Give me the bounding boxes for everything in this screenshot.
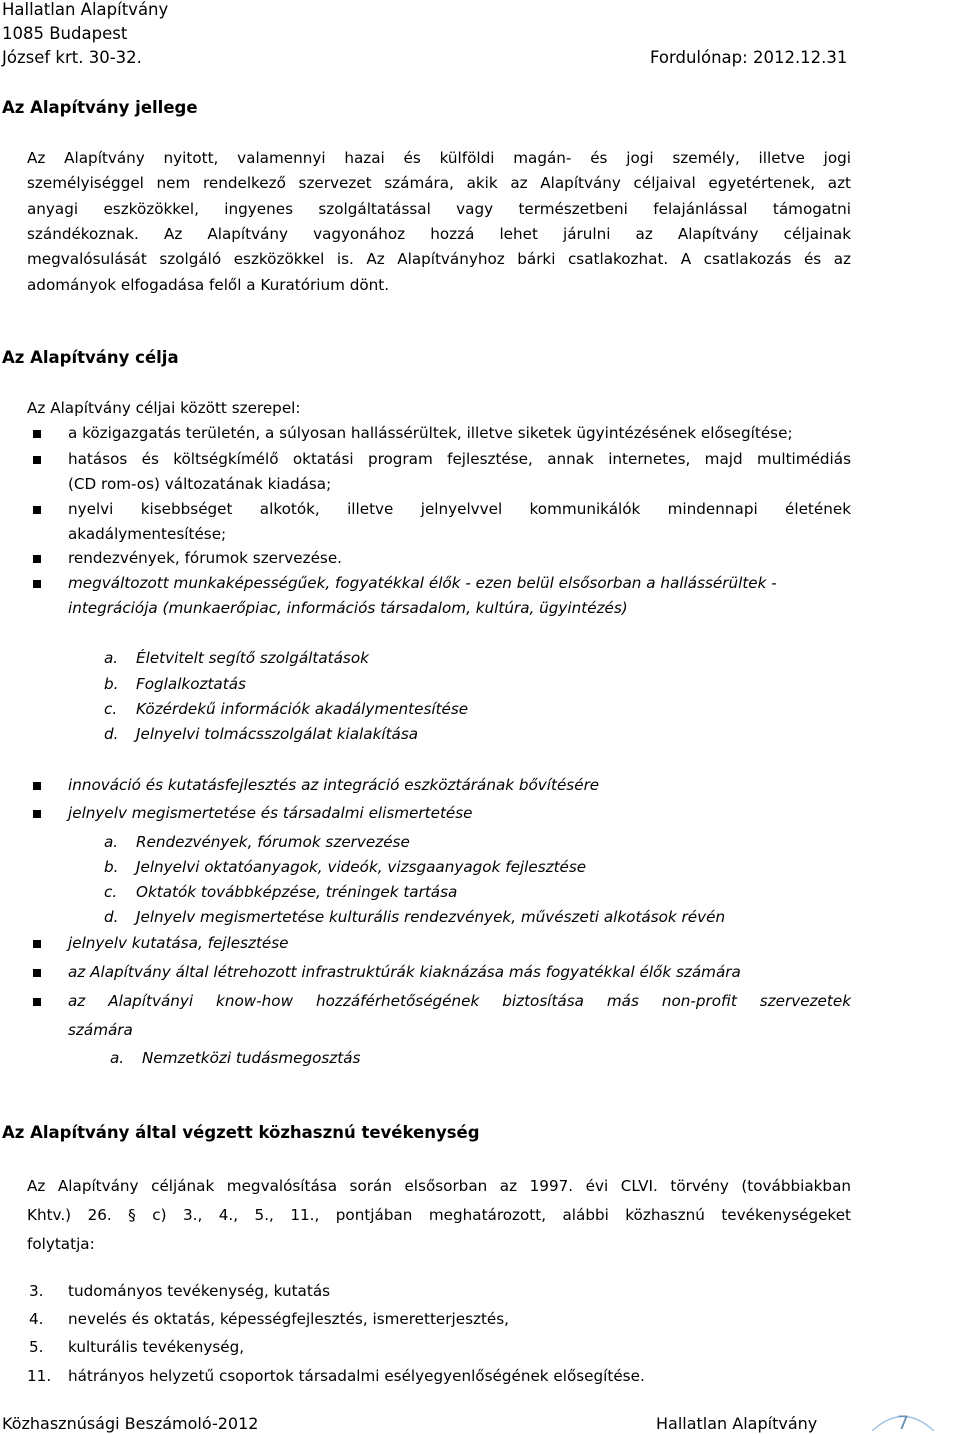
- sub-item-label: a.: [110, 1049, 125, 1067]
- goal-item: nyelvi kisebbséget alkotók, illetve jelnyelvvel kommunikálók mindennapi életének: [68, 500, 851, 518]
- paragraph-line: anyagi eszközökkel, ingyenes szolgáltatással vagy természetbeni felajánlással támogatni: [27, 200, 851, 218]
- footer-org-name: Hallatlan Alapítvány: [656, 1414, 818, 1433]
- section-heading-character: Az Alapítvány jellege: [2, 98, 198, 117]
- bullet-icon: [33, 998, 41, 1006]
- sub-item: Jelnyelvi oktatóanyagok, videók, vizsgaanyagok fejlesztése: [136, 858, 587, 876]
- sub-item-label: d.: [104, 908, 119, 926]
- sub-item-label: c.: [104, 883, 118, 901]
- sub-item: Rendezvények, fórumok szervezése: [136, 833, 410, 851]
- page-number: 7: [897, 1412, 910, 1434]
- sub-item-label: d.: [104, 725, 119, 743]
- activity-item: nevelés és oktatás, képességfejlesztés, ismeretterjesztés,: [68, 1310, 509, 1328]
- bullet-icon: [33, 940, 41, 948]
- bullet-icon: [33, 430, 41, 438]
- bullet-icon: [33, 782, 41, 790]
- paragraph-line: Khtv.) 26. § c) 3., 4., 5., 11., pontjában meghatározott, alábbi közhasznú tevékenységeket: [27, 1206, 851, 1224]
- section-heading-activity: Az Alapítvány által végzett közhasznú tevékenység: [2, 1123, 480, 1142]
- activity-number: 3.: [29, 1282, 44, 1300]
- sub-item: Életvitelt segítő szolgáltatások: [136, 649, 369, 667]
- sub-item-label: b.: [104, 675, 119, 693]
- goal-item: az Alapítványi know-how hozzáférhetőségének biztosítása más non-profit szervezetek: [68, 992, 851, 1010]
- goal-item: jelnyelv kutatása, fejlesztése: [68, 934, 289, 952]
- sub-item-label: b.: [104, 858, 119, 876]
- bullet-icon: [33, 969, 41, 977]
- sub-item-label: c.: [104, 700, 118, 718]
- header-org-name: Hallatlan Alapítvány: [2, 0, 169, 19]
- activity-number: 11.: [27, 1367, 52, 1385]
- paragraph-line: személyiséggel nem rendelkező szervezet számára, akik az Alapítvány céljaival egyetértenek, azt: [27, 174, 851, 192]
- bullet-icon: [33, 810, 41, 818]
- activity-item: hátrányos helyzetű csoportok társadalmi esélyegyenlőségének elősegítése.: [68, 1367, 645, 1385]
- header-zip-city: 1085 Budapest: [2, 24, 128, 43]
- sub-item: Közérdekű információk akadálymentesítése: [136, 700, 469, 718]
- sub-item: Foglalkoztatás: [136, 675, 246, 693]
- paragraph-line: folytatja:: [27, 1235, 95, 1253]
- sub-item-label: a.: [104, 833, 119, 851]
- footer-report-title: Közhasznúsági Beszámoló-2012: [2, 1414, 259, 1433]
- goal-item-cont: számára: [68, 1021, 133, 1039]
- activity-number: 5.: [29, 1338, 44, 1356]
- goal-item-cont: (CD rom-os) változatának kiadása;: [68, 475, 332, 493]
- bullet-icon: [33, 580, 41, 588]
- goal-item: rendezvények, fórumok szervezése.: [68, 549, 342, 567]
- goal-item: jelnyelv megismertetése és társadalmi elismertetése: [68, 804, 473, 822]
- header-street: József krt. 30-32.: [2, 48, 142, 67]
- section-heading-purpose: Az Alapítvány célja: [2, 348, 179, 367]
- goal-item: a közigazgatás területén, a súlyosan hallássérültek, illetve siketek ügyintézésének elősegítése;: [68, 424, 793, 442]
- activity-number: 4.: [29, 1310, 44, 1328]
- sub-item-label: a.: [104, 649, 119, 667]
- goal-item-cont: akadálymentesítése;: [68, 525, 227, 543]
- purpose-intro: Az Alapítvány céljai között szerepel:: [27, 399, 301, 417]
- goal-item-cont: integrációja (munkaerőpiac, információs társadalom, kultúra, ügyintézés): [68, 599, 628, 617]
- paragraph-line: adományok elfogadása felől a Kuratórium dönt.: [27, 276, 390, 294]
- sub-item: Jelnyelv megismertetése kulturális rendezvények, művészeti alkotások révén: [136, 908, 726, 926]
- goal-item: hatásos és költségkímélő oktatási program fejlesztése, annak internetes, majd multimédiás: [68, 450, 851, 468]
- header-turning-date: Fordulónap: 2012.12.31: [650, 48, 848, 67]
- bullet-icon: [33, 555, 41, 563]
- goal-item: megváltozott munkaképességűek, fogyatékkal élők - ezen belül elsősorban a hallássérültek -: [68, 574, 777, 592]
- goal-item: az Alapítvány által létrehozott infrastruktúrák kiaknázása más fogyatékkal élők számára: [68, 963, 741, 981]
- paragraph-line: megvalósulását szolgáló eszközökkel is. Az Alapítványhoz bárki csatlakozhat. A csatlakozás és az: [27, 250, 851, 268]
- paragraph-line: Az Alapítvány nyitott, valamennyi hazai és külföldi magán- és jogi személy, illetve jogi: [27, 149, 851, 167]
- sub-item: Oktatók továbbképzése, tréningek tartása: [136, 883, 458, 901]
- activity-item: kulturális tevékenység,: [68, 1338, 245, 1356]
- sub-item: Jelnyelvi tolmácsszolgálat kialakítása: [136, 725, 419, 743]
- paragraph-line: szándékoznak. Az Alapítvány vagyonához hozzá lehet járulni az Alapítvány céljainak: [27, 225, 851, 243]
- bullet-icon: [33, 456, 41, 464]
- bullet-icon: [33, 506, 41, 514]
- goal-item: innováció és kutatásfejlesztés az integráció eszköztárának bővítésére: [68, 776, 600, 794]
- paragraph-line: Az Alapítvány céljának megvalósítása során elsősorban az 1997. évi CLVI. törvény (továbbiakban: [27, 1177, 851, 1195]
- sub-item: Nemzetközi tudásmegosztás: [142, 1049, 361, 1067]
- activity-item: tudományos tevékenység, kutatás: [68, 1282, 331, 1300]
